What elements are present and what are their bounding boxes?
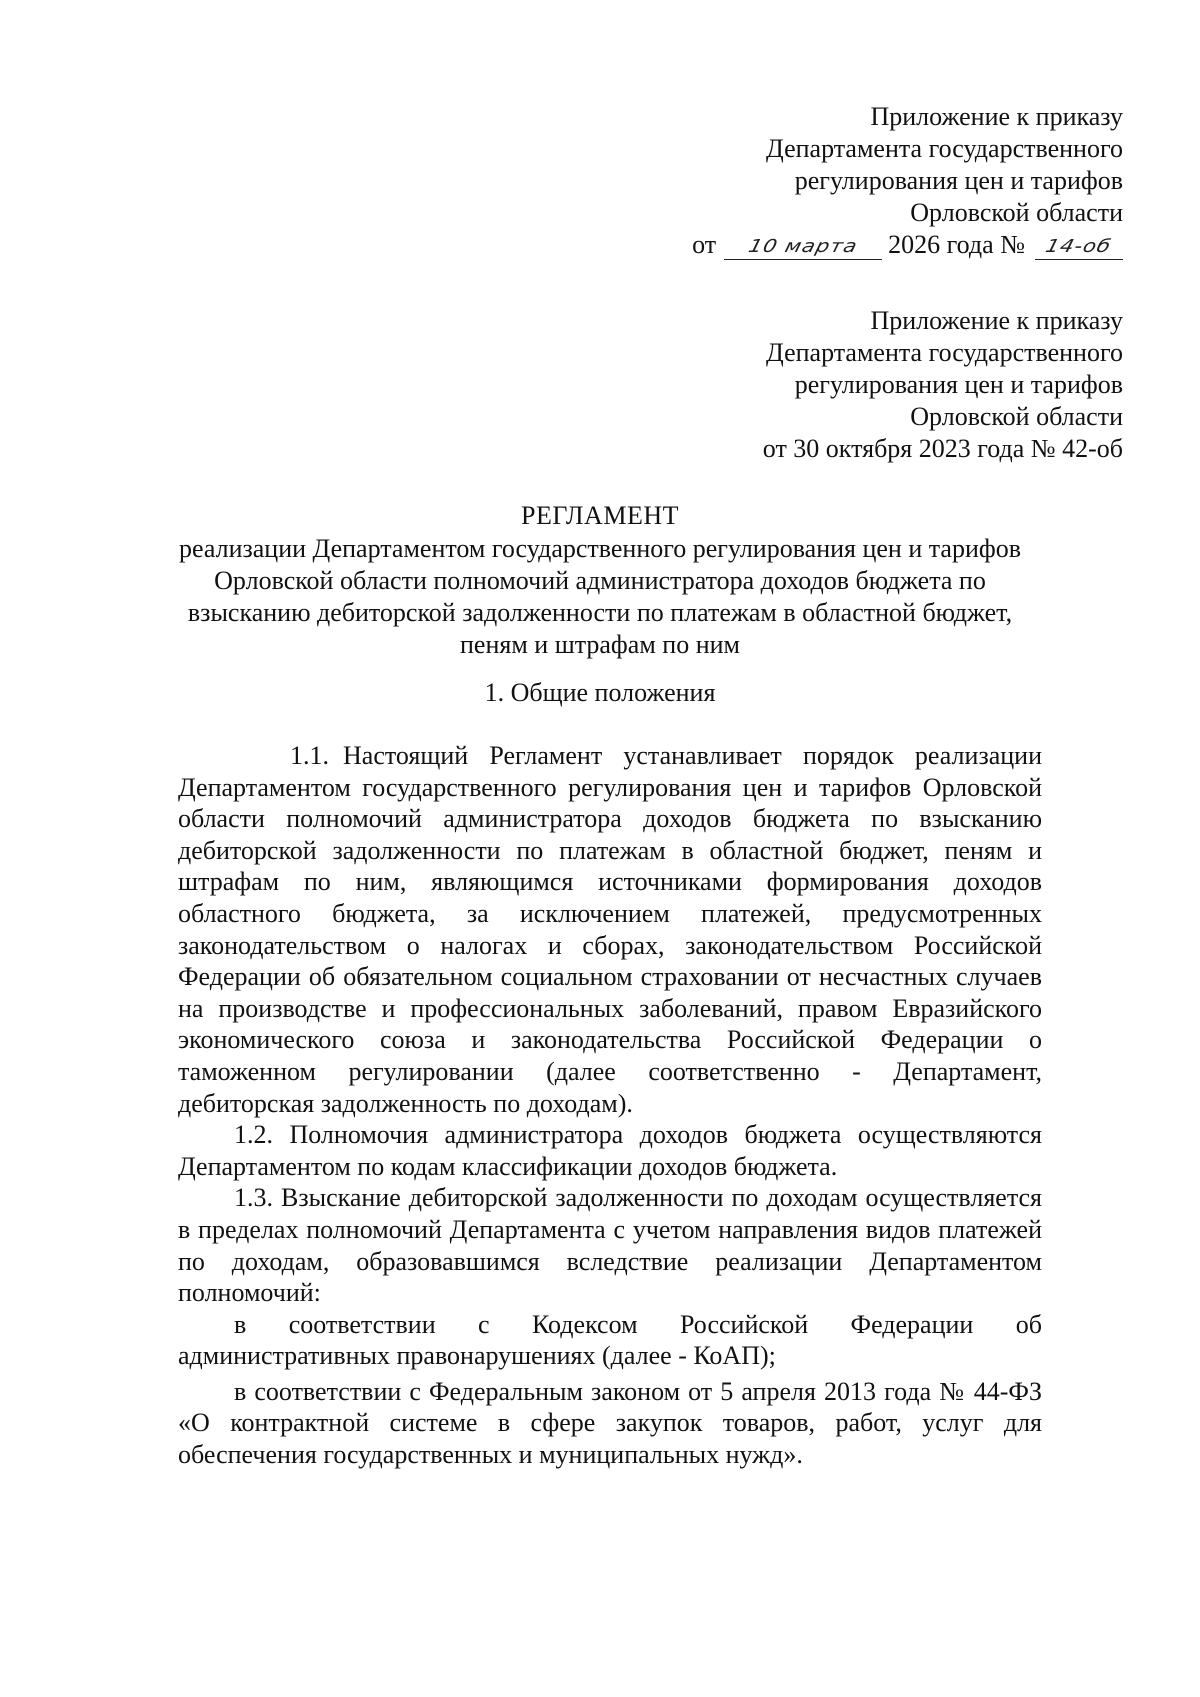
appendix-previous-line5: от 30 октября 2023 года № 42-об [762, 434, 1123, 463]
appendix-previous-line4: Орловской области [910, 402, 1123, 431]
date-prefix: от [692, 230, 717, 259]
handwritten-date: 10 марта [746, 235, 860, 257]
paragraph-44fz: в соответствии с Федеральным законом от 5 апреля 2013 года № 44-ФЗ «О контрактной системе в сфере закупок товаров, работ, услуг для обеспечения государственных и муниципальных нужд». [178, 1376, 1042, 1470]
appendix-current-date-line [692, 229, 1123, 261]
handwritten-date-field [724, 232, 882, 260]
paragraph-number: 1.1. [290, 741, 329, 770]
appendix-current-line4: Орловской области [910, 198, 1123, 227]
paragraph-1-1 [178, 740, 1042, 1119]
subtitle-line3: взысканию дебиторской задолженности по платежам в областной бюджет, [187, 598, 1013, 627]
appendix-current-line1: Приложение к приказу [870, 102, 1123, 131]
subtitle-line2: Орловской области полномочий администратора доходов бюджета по [214, 566, 986, 595]
paragraph-koap: в соответствии с Кодексом Российской Федерации об административных правонарушениях (далее - КоАП); [178, 1309, 1042, 1371]
document-title: РЕГЛАМЕНТ [521, 501, 679, 530]
year-text: 2026 года № [888, 230, 1025, 259]
appendix-previous-line2: Департамента государственного [766, 338, 1123, 367]
document-body [178, 740, 1042, 1471]
appendix-previous-line3: регулирования цен и тарифов [794, 370, 1123, 399]
subtitle-line1: реализации Департаментом государственного регулирования цен и тарифов [178, 534, 1022, 563]
paragraph-1-3: 1.3. Взыскание дебиторской задолженности по доходам осуществляется в пределах полномочий Департамента с учетом направления видов платежей по доходам, образовавшимся вследствие реализации Департаментом полномочий: [178, 1183, 1042, 1308]
subtitle-line4: пеням и штрафам по ним [460, 630, 740, 659]
appendix-current-line2: Департамента государственного [766, 134, 1123, 163]
document-title-block [150, 500, 1050, 661]
paragraph-1-1-text: Настоящий Регламент устанавливает порядок реализации Департаментом государственного регулирования цен и тарифов Орловской области полномочий администратора доходов бюджета по взысканию дебиторской задолженности по платежам в областной бюджет, пеням и штрафам по ним, являющимся источниками формирования доходов областного бюджета, за исключением платежей, предусмотренных законодательством о налогах и сборах, законодательством Российской Федерации об обязательном социальном страховании от несчастных случаев на производстве и профессиональных заболеваний, правом Евразийского экономического союза и законодательства Российской Федерации о таможенном регулировании (далее соответственно - Департамент, дебиторская задолженность по доходам). [178, 741, 1042, 1118]
handwritten-number: 14-об [1043, 235, 1115, 257]
paragraph-1-2: 1.2. Полномочия администратора доходов бюджета осуществляются Департаментом по кодам классификации доходов бюджета. [178, 1120, 1042, 1181]
handwritten-number-field [1035, 232, 1123, 260]
section-heading: 1. Общие положения [484, 678, 716, 707]
appendix-previous-line1: Приложение к приказу [870, 306, 1123, 335]
appendix-previous-block [763, 305, 1123, 465]
appendix-current-line3: регулирования цен и тарифов [794, 166, 1123, 195]
appendix-current-block [692, 101, 1123, 261]
